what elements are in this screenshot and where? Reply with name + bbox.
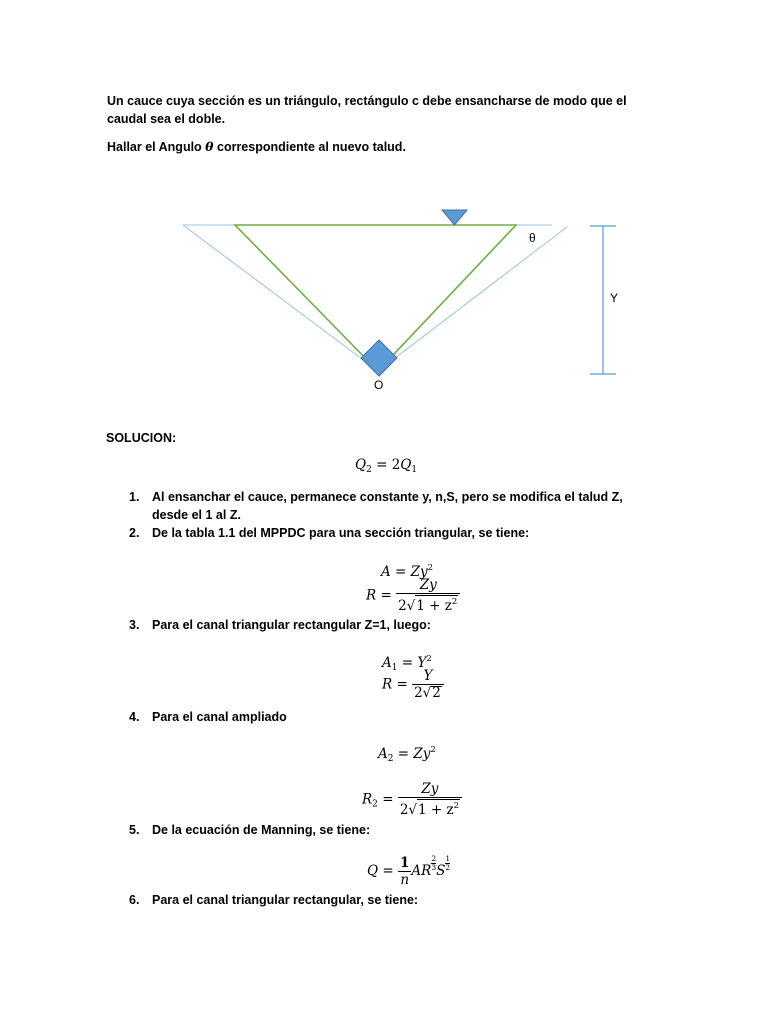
eq4-a-exp: 2 bbox=[430, 745, 436, 755]
step-3 bbox=[129, 616, 657, 634]
eq4-r-den-pre: 2 bbox=[399, 802, 409, 818]
eq-main-lhs-sub: 2 bbox=[366, 465, 372, 475]
eq4-sqrt-icon: √ bbox=[408, 802, 418, 818]
eq4-r-num: Zy bbox=[421, 781, 439, 797]
theta-symbol: θ bbox=[205, 139, 214, 154]
eq2-r-num: Zy bbox=[419, 577, 437, 593]
step-5-number: 5. bbox=[129, 823, 140, 837]
eq4-r-op: = bbox=[377, 791, 398, 808]
eq5-body: AR bbox=[411, 863, 432, 879]
vertex-label: O bbox=[374, 378, 384, 392]
eq2-sqrt-icon: √ bbox=[406, 598, 416, 614]
step-4-text: Para el canal ampliado bbox=[152, 710, 287, 724]
eq3-a-op: = bbox=[397, 655, 418, 671]
problem-intro: Un cauce cuya sección es un triángulo, rectángulo c debe ensancharse de modo que el caudal sea el doble. bbox=[107, 94, 627, 126]
eq4-a-lhs: A bbox=[378, 746, 388, 762]
eq3-r-num: Y bbox=[423, 668, 433, 684]
eq4-a-op: = bbox=[393, 746, 414, 762]
eq5-lhs: Q bbox=[367, 863, 379, 879]
eq5-s-exponent bbox=[445, 855, 450, 872]
eq3-sqrt-icon: √ bbox=[422, 685, 432, 701]
eq5-r-exp-den: 3 bbox=[431, 863, 437, 872]
equation-radius-general bbox=[366, 578, 460, 614]
eq-main-rhs-sub: 1 bbox=[411, 465, 418, 475]
step-5 bbox=[129, 821, 657, 839]
right-angle-marker bbox=[361, 340, 397, 376]
eq2-rad-text: 1 + z bbox=[416, 598, 452, 614]
equation-radius-widened bbox=[362, 782, 462, 818]
step-1-text: Al ensanchar el cauce, permanece constante y, n,S, pero se modifica el talud Z, desde el 1 al Z. bbox=[152, 490, 623, 522]
eq3-a-rhs: Y bbox=[417, 655, 427, 671]
eq2-a-lhs: A bbox=[381, 564, 391, 580]
eq4-radicand bbox=[417, 799, 460, 817]
step-4-number: 4. bbox=[129, 710, 140, 724]
step-5-text: De la ecuación de Manning, se tiene: bbox=[152, 823, 371, 837]
eq3-radicand bbox=[431, 686, 442, 700]
eq4-r-lhs: R bbox=[362, 791, 373, 808]
eq3-a-sub: 1 bbox=[391, 663, 398, 673]
eq3-r-den bbox=[412, 684, 444, 701]
eq4-a-rhs: Zy bbox=[413, 746, 431, 762]
eq4-rad-exp: 2 bbox=[453, 801, 460, 811]
eq3-r-lhs: R bbox=[382, 676, 393, 693]
eq4-a-sub: 2 bbox=[387, 754, 394, 764]
step-1-number: 1. bbox=[129, 490, 140, 504]
step-3-number: 3. bbox=[129, 618, 140, 632]
eq2-radicand bbox=[415, 595, 458, 613]
problem-task bbox=[107, 138, 652, 156]
equation-main bbox=[355, 457, 417, 475]
equation-radius-original bbox=[382, 669, 444, 701]
step-2-text: De la tabla 1.1 del MPPDC para una sección triangular, se tiene: bbox=[152, 526, 530, 540]
widened-right-slope bbox=[378, 227, 567, 371]
eq2-rad-exp: 2 bbox=[451, 597, 458, 607]
eq5-s-exp-num: 1 bbox=[445, 854, 451, 863]
eq2-r-den bbox=[396, 593, 460, 614]
eq3-r-den-pre: 2 bbox=[414, 685, 423, 701]
step-2-number: 2. bbox=[129, 526, 140, 540]
eq5-fraction bbox=[398, 856, 411, 888]
equation-manning bbox=[367, 855, 450, 888]
task-text-after: correspondiente al nuevo talud. bbox=[213, 140, 406, 154]
eq4-r-sub: 2 bbox=[372, 799, 378, 810]
widened-left-slope bbox=[183, 225, 378, 371]
eq2-a-rhs: Zy bbox=[410, 564, 428, 580]
eq5-r-exp-num: 2 bbox=[431, 854, 437, 863]
eq5-s: S bbox=[436, 863, 446, 879]
eq2-a-exp: 2 bbox=[427, 563, 434, 573]
eq2-r-den-pre: 2 bbox=[398, 598, 407, 614]
eq5-num: 1 bbox=[399, 854, 410, 871]
eq3-rad-text: 2 bbox=[432, 685, 441, 701]
eq2-a-op: = bbox=[390, 564, 411, 580]
eq4-rad-text: 1 + z bbox=[418, 802, 454, 818]
step-6-text: Para el canal triangular rectangular, se tiene: bbox=[152, 893, 419, 907]
eq4-r-fraction bbox=[398, 782, 462, 818]
eq3-r-op: = bbox=[392, 676, 413, 693]
eq2-r-fraction bbox=[396, 578, 460, 614]
eq2-r-lhs: R bbox=[366, 587, 377, 604]
depth-label: Y bbox=[610, 291, 619, 305]
step-4 bbox=[129, 708, 657, 726]
eq3-a-lhs: A bbox=[382, 655, 392, 671]
step-3-text: Para el canal triangular rectangular Z=1, luego: bbox=[152, 618, 431, 632]
eq5-s-exp-den: 2 bbox=[445, 863, 451, 872]
eq2-r-op: = bbox=[376, 587, 397, 604]
step-2 bbox=[129, 524, 657, 542]
step-6 bbox=[129, 891, 657, 909]
step-6-number: 6. bbox=[129, 893, 140, 907]
eq-main-op: = 2 bbox=[371, 457, 401, 473]
eq3-r-fraction bbox=[412, 669, 444, 701]
water-level-marker bbox=[442, 210, 467, 225]
equation-area-widened bbox=[378, 745, 436, 764]
eq5-op: = bbox=[378, 863, 398, 879]
eq4-r-den bbox=[398, 797, 462, 818]
solution-heading: SOLUCION: bbox=[106, 431, 177, 445]
eq-main-rhs: Q bbox=[400, 457, 412, 473]
eq-main-lhs: Q bbox=[355, 457, 367, 473]
eq3-a-exp: 2 bbox=[426, 654, 432, 664]
eq5-den: n bbox=[398, 871, 411, 888]
theta-label: θ bbox=[529, 231, 536, 245]
task-text-before: Hallar el Angulo bbox=[107, 140, 206, 154]
step-1 bbox=[129, 488, 657, 524]
channel-diagram bbox=[0, 195, 768, 400]
